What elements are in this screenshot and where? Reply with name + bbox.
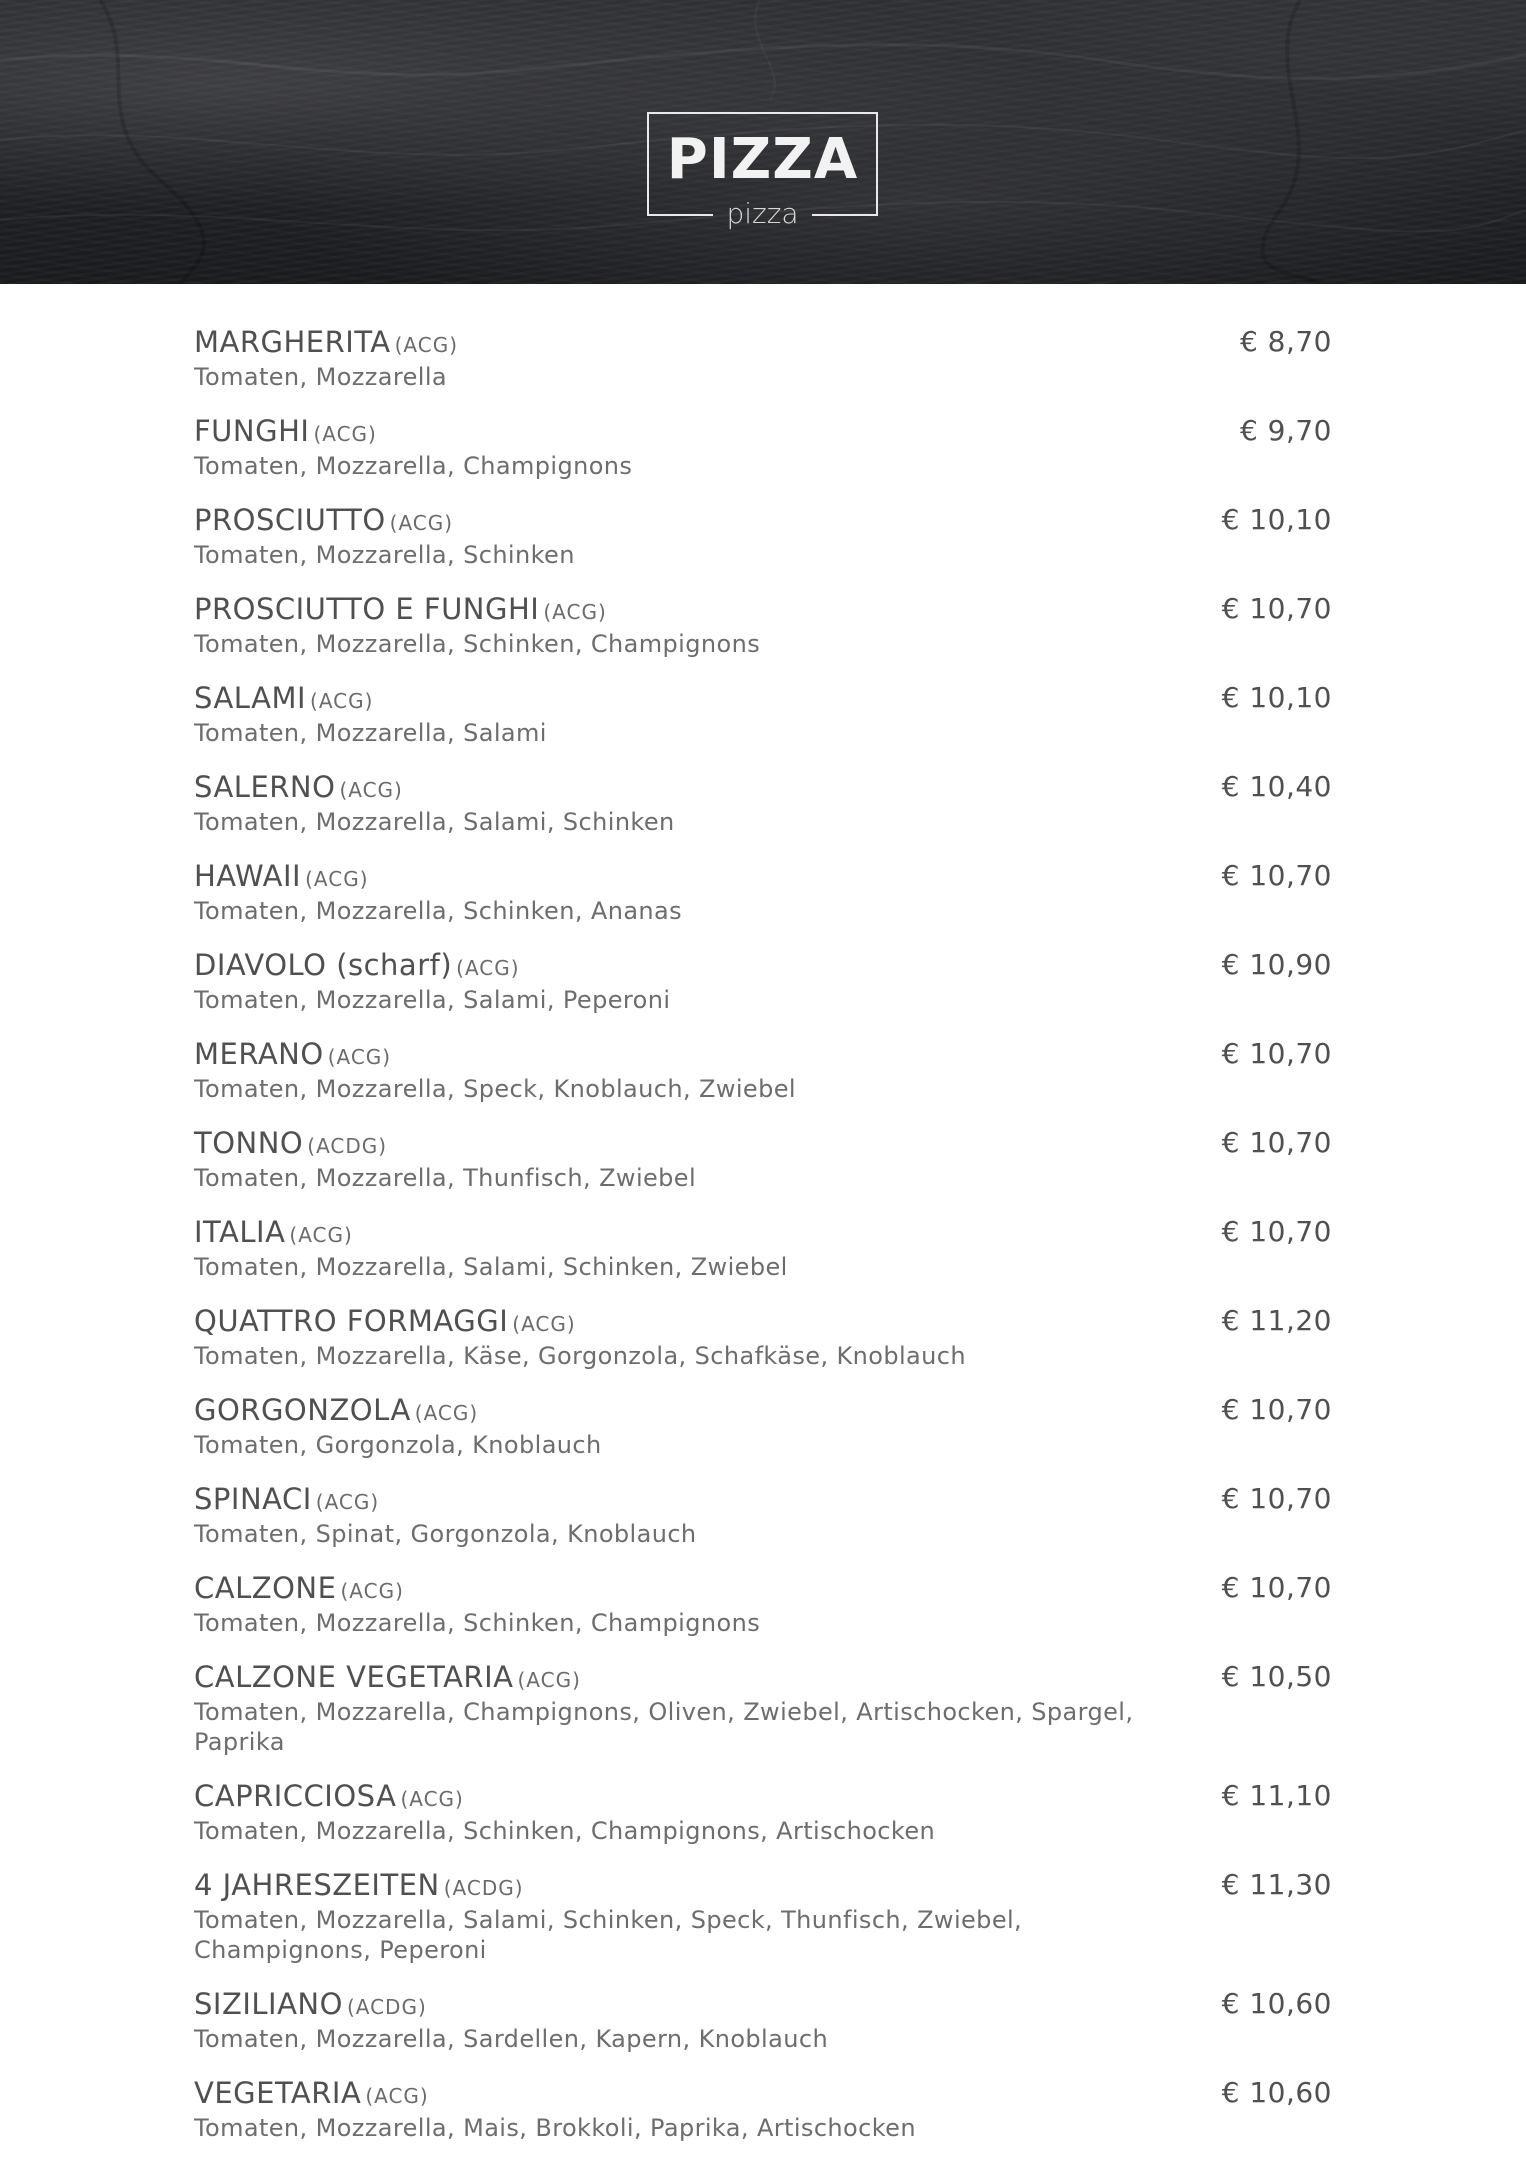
item-description: Tomaten, Mozzarella, Salami, Peperoni — [194, 986, 671, 1014]
item-name: HAWAII — [194, 859, 302, 893]
item-price: € 10,10 — [1221, 503, 1332, 536]
item-price: € 10,50 — [1221, 1660, 1332, 1693]
allergen-code: (ACDG) — [443, 1876, 524, 1900]
item-name: VEGETARIA — [194, 2076, 362, 2110]
item-name: ITALIA — [194, 1215, 286, 1249]
allergen-code: (ACG) — [389, 511, 454, 535]
item-price: € 10,60 — [1221, 2076, 1332, 2109]
item-description: Tomaten, Mozzarella, Schinken, Champignons — [194, 630, 761, 658]
allergen-code: (ACG) — [365, 2084, 429, 2108]
item-name: PROSCIUTTO — [194, 503, 386, 537]
item-description: Tomaten, Mozzarella — [194, 363, 448, 391]
allergen-code: (ACG) — [512, 1312, 576, 1336]
menu-item — [194, 500, 1332, 570]
item-name: CALZONE VEGETARIA — [194, 1660, 514, 1694]
item-price: € 10,70 — [1221, 1571, 1332, 1604]
item-name: CALZONE — [194, 1571, 337, 1605]
menu-item — [194, 1301, 1332, 1371]
item-description: Tomaten, Spinat, Gorgonzola, Knoblauch — [194, 1520, 697, 1548]
item-name: DIAVOLO (scharf) — [194, 948, 453, 982]
header-title-box — [647, 112, 878, 230]
item-name: PROSCIUTTO E FUNGHI — [194, 592, 540, 626]
menu-item — [194, 1657, 1332, 1757]
allergen-code: (ACG) — [414, 1401, 479, 1425]
allergen-code: (ACG) — [339, 778, 403, 802]
menu-item — [194, 1390, 1332, 1460]
menu-item — [194, 767, 1332, 837]
item-description: Tomaten, Mozzarella, Sardellen, Kapern, Knoblauch — [194, 2025, 829, 2053]
item-description: Tomaten, Mozzarella, Thunfisch, Zwiebel — [194, 1164, 697, 1192]
allergen-code: (ACG) — [400, 1787, 464, 1811]
menu-item — [194, 1568, 1332, 1638]
item-price: € 10,70 — [1221, 1126, 1332, 1159]
item-description: Tomaten, Mozzarella, Champignons — [194, 452, 633, 480]
allergen-code: (ACG) — [289, 1223, 353, 1247]
menu-item — [194, 1865, 1332, 1965]
item-name: TONNO — [194, 1126, 304, 1160]
item-name: SALAMI — [194, 681, 307, 715]
item-price: € 9,70 — [1239, 414, 1332, 447]
item-name: 4 JAHRESZEITEN — [194, 1868, 440, 1902]
allergen-code: (ACG) — [517, 1668, 581, 1692]
item-description: Tomaten, Mozzarella, Schinken, Champignons, Artischocken — [194, 1817, 936, 1845]
item-price: € 10,70 — [1221, 1482, 1332, 1515]
item-name: CAPRICCIOSA — [194, 1779, 397, 1813]
allergen-code: (ACG) — [394, 333, 459, 357]
menu-item — [194, 945, 1332, 1015]
allergen-code: (ACG) — [305, 867, 369, 891]
item-name: MERANO — [194, 1037, 324, 1071]
item-description: Tomaten, Mozzarella, Speck, Knoblauch, Zwiebel — [194, 1075, 796, 1103]
allergen-code: (ACG) — [313, 422, 377, 446]
item-price: € 10,70 — [1221, 1215, 1332, 1248]
menu-item — [194, 589, 1332, 659]
allergen-code: (ACG) — [315, 1490, 380, 1514]
menu-item — [194, 411, 1332, 481]
item-description: Tomaten, Mozzarella, Schinken — [194, 541, 575, 569]
allergen-code: (ACDG) — [307, 1134, 388, 1158]
item-price: € 10,90 — [1221, 948, 1332, 981]
item-price: € 10,70 — [1221, 1393, 1332, 1426]
item-description: Tomaten, Mozzarella, Mais, Brokkoli, Paprika, Artischocken — [194, 2114, 916, 2142]
item-description: Tomaten, Mozzarella, Salami, Schinken, Speck, Thunfisch, Zwiebel, Champignons, Peperoni — [194, 1906, 1023, 1964]
menu-item — [194, 1984, 1332, 2054]
item-name: QUATTRO FORMAGGI — [194, 1304, 509, 1338]
allergen-code: (ACG) — [456, 956, 520, 980]
item-description: Tomaten, Mozzarella, Salami — [194, 719, 547, 747]
item-price: € 10,70 — [1221, 1037, 1332, 1070]
allergen-code: (ACG) — [310, 689, 374, 713]
menu-item — [194, 856, 1332, 926]
item-description: Tomaten, Mozzarella, Salami, Schinken — [194, 808, 675, 836]
slate-header-banner — [0, 0, 1526, 284]
page-subtitle: pizza — [726, 197, 799, 230]
menu-item — [194, 1034, 1332, 1104]
menu-item — [194, 1212, 1332, 1282]
allergen-code: (ACG) — [327, 1045, 392, 1069]
item-name: SALERNO — [194, 770, 336, 804]
item-price: € 10,70 — [1221, 859, 1332, 892]
menu-item — [194, 2073, 1332, 2143]
item-price: € 10,70 — [1221, 592, 1332, 625]
item-name: MARGHERITA — [194, 325, 391, 359]
allergen-code: (ACDG) — [346, 1995, 427, 2019]
menu-item — [194, 678, 1332, 748]
allergen-code: (ACG) — [543, 600, 607, 624]
item-name: SIZILIANO — [194, 1987, 343, 2021]
item-description: Tomaten, Mozzarella, Schinken, Ananas — [194, 897, 683, 925]
menu-item — [194, 1479, 1332, 1549]
menu-item — [194, 1776, 1332, 1846]
item-price: € 11,20 — [1221, 1304, 1332, 1337]
item-name: FUNGHI — [194, 414, 310, 448]
item-price: € 10,60 — [1221, 1987, 1332, 2020]
item-description: Tomaten, Mozzarella, Käse, Gorgonzola, Schafkäse, Knoblauch — [194, 1342, 966, 1370]
item-price: € 10,10 — [1221, 681, 1332, 714]
item-price: € 10,40 — [1221, 770, 1332, 803]
item-price: € 11,30 — [1221, 1868, 1332, 1901]
item-description: Tomaten, Gorgonzola, Knoblauch — [194, 1431, 602, 1459]
item-price: € 8,70 — [1239, 325, 1332, 358]
item-description: Tomaten, Mozzarella, Schinken, Champignons — [194, 1609, 761, 1637]
allergen-code: (ACG) — [340, 1579, 404, 1603]
page-title: PIZZA — [666, 127, 859, 192]
pizza-menu-list — [194, 322, 1332, 2162]
item-name: GORGONZOLA — [194, 1393, 411, 1427]
item-description: Tomaten, Mozzarella, Champignons, Oliven, Zwiebel, Artischocken, Spargel, Paprika — [194, 1698, 1134, 1756]
item-name: SPINACI — [194, 1482, 312, 1516]
item-description: Tomaten, Mozzarella, Salami, Schinken, Zwiebel — [194, 1253, 788, 1281]
menu-item — [194, 322, 1332, 392]
menu-item — [194, 1123, 1332, 1193]
item-price: € 11,10 — [1221, 1779, 1332, 1812]
